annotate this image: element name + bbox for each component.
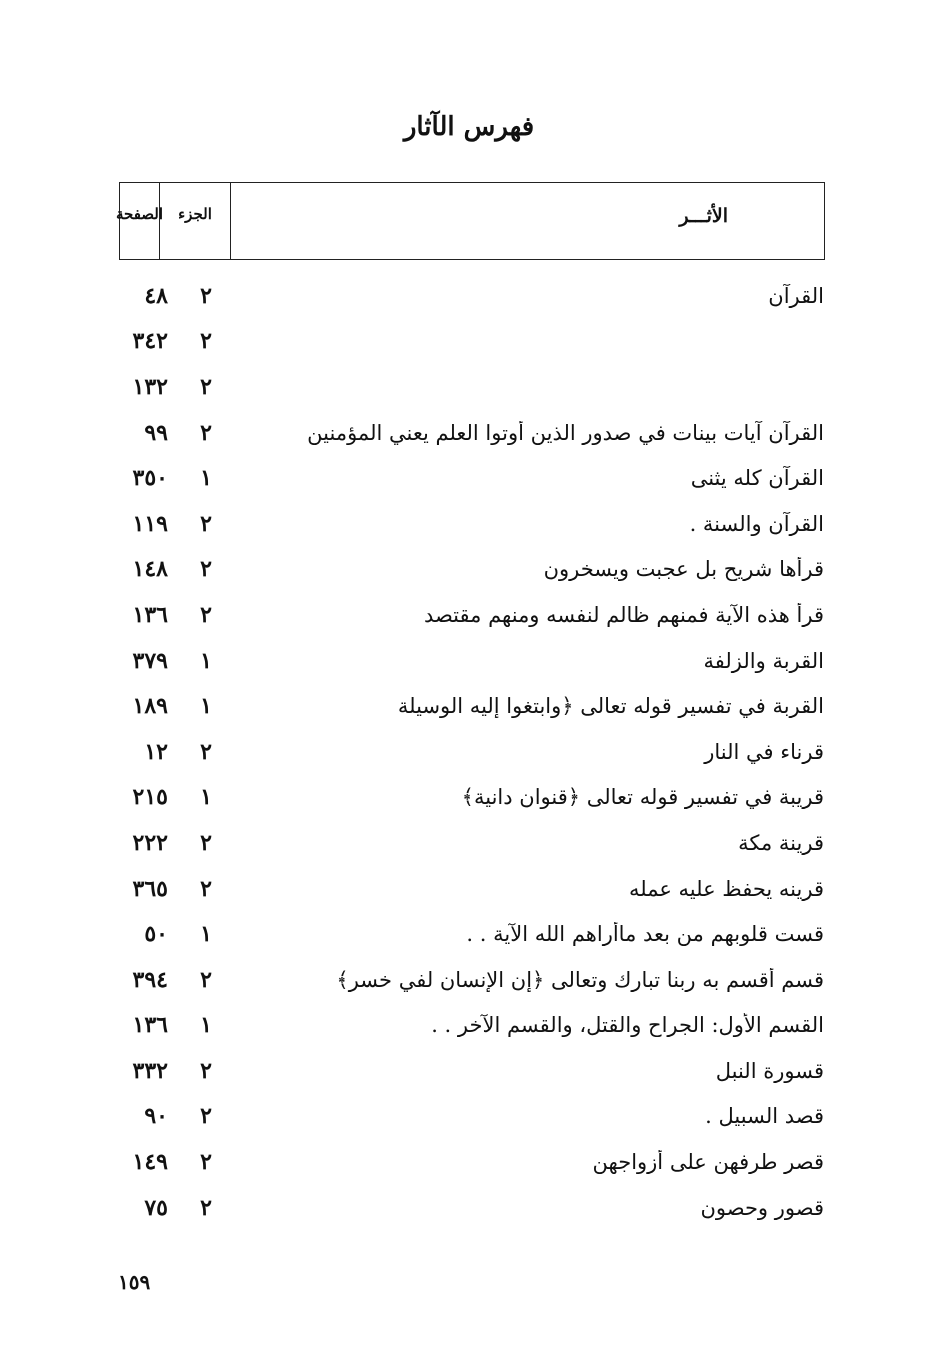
index-row — [110, 501, 824, 547]
index-entries — [110, 273, 824, 1230]
row-part-number: ١ — [200, 465, 212, 492]
index-row — [110, 729, 824, 775]
row-page-number: ٥٠ — [144, 921, 168, 948]
row-athar-text: قصد السبيل . — [705, 1104, 824, 1129]
row-page-number: ٩٠ — [144, 1103, 168, 1130]
row-part-number: ٢ — [200, 510, 212, 537]
row-page-number: ١٤٨ — [132, 556, 168, 583]
row-athar-text: قسم أقسم به ربنا تبارك وتعالى ﴿إن الإنسان لفي خسر﴾ — [336, 967, 824, 992]
index-row — [110, 592, 824, 638]
index-row — [110, 1003, 824, 1049]
row-part-number: ٢ — [200, 1194, 212, 1221]
row-athar-text: القرآن آيات بينات في صدور الذين أوتوا العلم يعني المؤمنين — [307, 420, 824, 445]
index-row — [110, 410, 824, 456]
row-part-number: ١ — [200, 647, 212, 674]
row-athar-text: القسم الأول: الجراح والقتل، والقسم الآخر . . — [431, 1013, 824, 1038]
row-athar-text: القرآن كله يثنى — [690, 466, 824, 491]
row-part-number: ١ — [200, 921, 212, 948]
row-athar-text: القرآن — [768, 283, 824, 308]
row-page-number: ٢١٥ — [132, 784, 168, 811]
row-page-number: ٤٨ — [144, 282, 168, 309]
row-page-number: ٣٥٠ — [132, 465, 168, 492]
index-row — [110, 273, 824, 319]
index-row — [110, 1185, 824, 1231]
row-part-number: ٢ — [200, 601, 212, 628]
row-part-number: ١ — [200, 1012, 212, 1039]
index-row — [110, 1048, 824, 1094]
row-athar-text: القربة في تفسير قوله تعالى ﴿وابتغوا إليه الوسيلة — [397, 694, 824, 719]
row-part-number: ١ — [200, 693, 212, 720]
row-page-number: ٢٢٢ — [132, 829, 168, 856]
row-athar-text: قسورة النبل — [715, 1058, 824, 1083]
index-row — [110, 866, 824, 912]
row-page-number: ٣٧٩ — [132, 647, 168, 674]
row-part-number: ٢ — [200, 373, 212, 400]
row-part-number: ٢ — [200, 829, 212, 856]
row-athar-text: قرأ هذه الآية فمنهم ظالم لنفسه ومنهم مقتصد — [423, 602, 824, 627]
row-athar-text: قريبة في تفسير قوله تعالى ﴿قنوان دانية﴾ — [461, 785, 824, 810]
row-part-number: ٢ — [200, 1103, 212, 1130]
row-page-number: ٧٥ — [144, 1194, 168, 1221]
column-header-part: الجزء — [160, 183, 231, 259]
row-page-number: ١٨٩ — [132, 693, 168, 720]
index-row — [110, 911, 824, 957]
row-athar-text: قرناء في النار — [704, 739, 824, 764]
row-page-number: ٣٤٢ — [132, 328, 168, 355]
row-part-number: ٢ — [200, 419, 212, 446]
index-row — [110, 683, 824, 729]
row-part-number: ٢ — [200, 738, 212, 765]
column-header-page: الصفحة — [120, 183, 160, 259]
row-athar-text: قرينة مكة — [738, 830, 824, 855]
index-row — [110, 957, 824, 1003]
row-page-number: ٩٩ — [144, 419, 168, 446]
row-part-number: ٢ — [200, 875, 212, 902]
index-row — [110, 775, 824, 821]
row-part-number: ٢ — [200, 282, 212, 309]
row-page-number: ١٢ — [144, 738, 168, 765]
row-page-number: ١٤٩ — [132, 1149, 168, 1176]
row-page-number: ٣٩٤ — [132, 966, 168, 993]
row-athar-text: قرأها شريح بل عجبت ويسخرون — [543, 557, 824, 582]
index-row — [110, 1094, 824, 1140]
row-page-number: ٣٦٥ — [132, 875, 168, 902]
row-part-number: ١ — [200, 784, 212, 811]
row-part-number: ٢ — [200, 1057, 212, 1084]
row-part-number: ٢ — [200, 328, 212, 355]
row-athar-text: قست قلوبهم من بعد ماأراهم الله الآية . . — [466, 922, 824, 947]
index-row — [110, 455, 824, 501]
index-row — [110, 820, 824, 866]
row-page-number: ١٣٦ — [132, 1012, 168, 1039]
index-row — [110, 638, 824, 684]
index-row — [110, 364, 824, 410]
index-row — [110, 547, 824, 593]
row-page-number: ٣٣٢ — [132, 1057, 168, 1084]
row-page-number: ١٣٦ — [132, 601, 168, 628]
row-page-number: ١٣٢ — [132, 373, 168, 400]
row-athar-text: قصر طرفهن على أزواجهن — [592, 1150, 824, 1175]
row-athar-text: القربة والزلفة — [703, 648, 824, 673]
column-header-athar: الأثـــر — [679, 205, 728, 227]
page-number: ١٥٩ — [118, 1270, 151, 1294]
row-athar-text: قرينه يحفظ عليه عمله — [628, 876, 824, 901]
row-page-number: ١١٩ — [132, 510, 168, 537]
page-title: فهرس الآثار — [403, 112, 535, 142]
row-part-number: ٢ — [200, 1149, 212, 1176]
row-part-number: ٢ — [200, 556, 212, 583]
row-athar-text: قصور وحصون — [700, 1195, 824, 1220]
index-table-header — [115, 182, 825, 260]
row-athar-text: القرآن والسنة . — [689, 511, 824, 536]
index-row — [110, 1139, 824, 1185]
index-row — [110, 319, 824, 365]
row-part-number: ٢ — [200, 966, 212, 993]
